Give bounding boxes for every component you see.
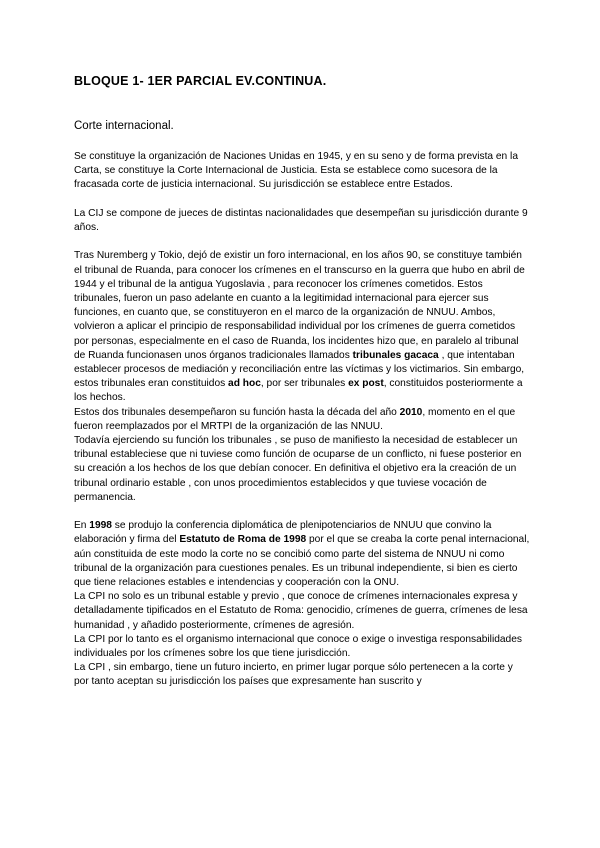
paragraph-cpi-crimes: La CPI no solo es un tribunal estable y previo , que conoce de crímenes internacionales expresa y detalladamente tipificados en el Estatuto de Roma: genocidio, crímenes de guerra, crímenes de lesa humanidad , y añadido posteriormente, crímenes de agresión. xyxy=(74,591,528,631)
bold-term-gacaca: tribunales gacaca xyxy=(352,349,439,361)
bold-year-2010: 2010 xyxy=(399,406,423,418)
bold-year-1998: 1998 xyxy=(89,520,112,532)
paragraph-tribunals: Tras Nuremberg y Tokio, dejó de existir un foro internacional, en los años 90, se constituye también el tribunal de Ruanda, para conocer los crímenes en el transcurso en la guerra que hubo en abril de 1944 y el tribunal de la antigua Yugoslavia , para reconocer los crímenes cometidos. Estos tribunales, fueron un paso adelante en cuanto a la legitimidad internacional para ejercer sus funciones, en cuanto que, se constituyeron en el marco de la organización de NNUU. Ambos, volvieron a aplicar el principio de responsabilidad individual por los crímenes de guerra cometidos por personas, especialmente en el caso de Ruanda, los incidentes hizo que, en paralelo al tribunal de Ruanda funcionasen unos órganos tradicionales llamados tribunales gacaca , que intentaban establecer procesos de mediación y reconciliación entre las víctimas y los victimarios. Sin embargo, estos tribunales eran constituidos ad hoc, por ser tribunales ex post, constituidos posteriormente a los hechos. xyxy=(74,250,525,404)
paragraph-tribunals-end: Estos dos tribunales desempeñaron su función hasta la década del año 2010, momento en el que fueron reemplazados por el MRTPI de la organización de las NNUU. xyxy=(74,406,516,432)
document-title: BLOQUE 1- 1ER PARCIAL EV.CONTINUA. xyxy=(74,74,327,88)
paragraph-cij-judges: La CIJ se compone de jueces de distintas nacionalidades que desempeñan su jurisdicción durante 9 años. xyxy=(74,207,528,233)
section-heading: Corte internacional. xyxy=(74,120,174,132)
paragraph-rome-statute: En 1998 se produjo la conferencia diplomática de plenipotenciarios de NNUU que convino la elaboración y firma del Estatuto de Roma de 1998 por el que se creaba la corte penal internacional, aún constituida de este modo la corte no se concibió como parte del sistema de NNUU ni como tribunal de la organización para cuestiones penales. Es un tribunal independiente, si bien es cierto que tiene relaciones estables e intendencias y cooperación con la ONU. xyxy=(74,520,530,589)
bold-term-adhoc: ad hoc xyxy=(228,378,261,390)
paragraph-cpi-future: La CPI , sin embargo, tiene un futuro incierto, en primer lugar porque sólo pertenecen a la corte y por tanto aceptan su jurisdicción los países que expresamente han suscrito y xyxy=(74,662,513,688)
document-body xyxy=(74,150,530,690)
bold-term-estatuto: Estatuto de Roma de 1998 xyxy=(179,534,307,546)
paragraph-cpi-role: La CPI por lo tanto es el organismo internacional que conoce o exige o investiga responsabilidades individuales por los crímenes sobre los que tiene jurisdicción. xyxy=(74,633,522,660)
paragraph-permanent-tribunal: Todavía ejerciendo su función los tribunales , se puso de manifiesto la necesidad de establecer un tribunal estableciese que ni tuviese como función de ocuparse de un conflicto, ni fuese posterior en su creación a los hechos de los que debían conocer. En definitiva el objetivo era la creación de un tribunal ordinario estable , con unos procedimientos establecidos y que tuviese vocación de permanencia. xyxy=(74,435,522,503)
paragraph-cij-origin: Se constituye la organización de Naciones Unidas en 1945, y en su seno y de forma prevista en la Carta, se constituye la Corte Internacional de Justicia. Esta se establece como sucesora de la fracasada corte de justicia internacional. Su jurisdicción se establece entre Estados. xyxy=(74,151,518,191)
bold-term-expost: ex post xyxy=(348,378,384,390)
